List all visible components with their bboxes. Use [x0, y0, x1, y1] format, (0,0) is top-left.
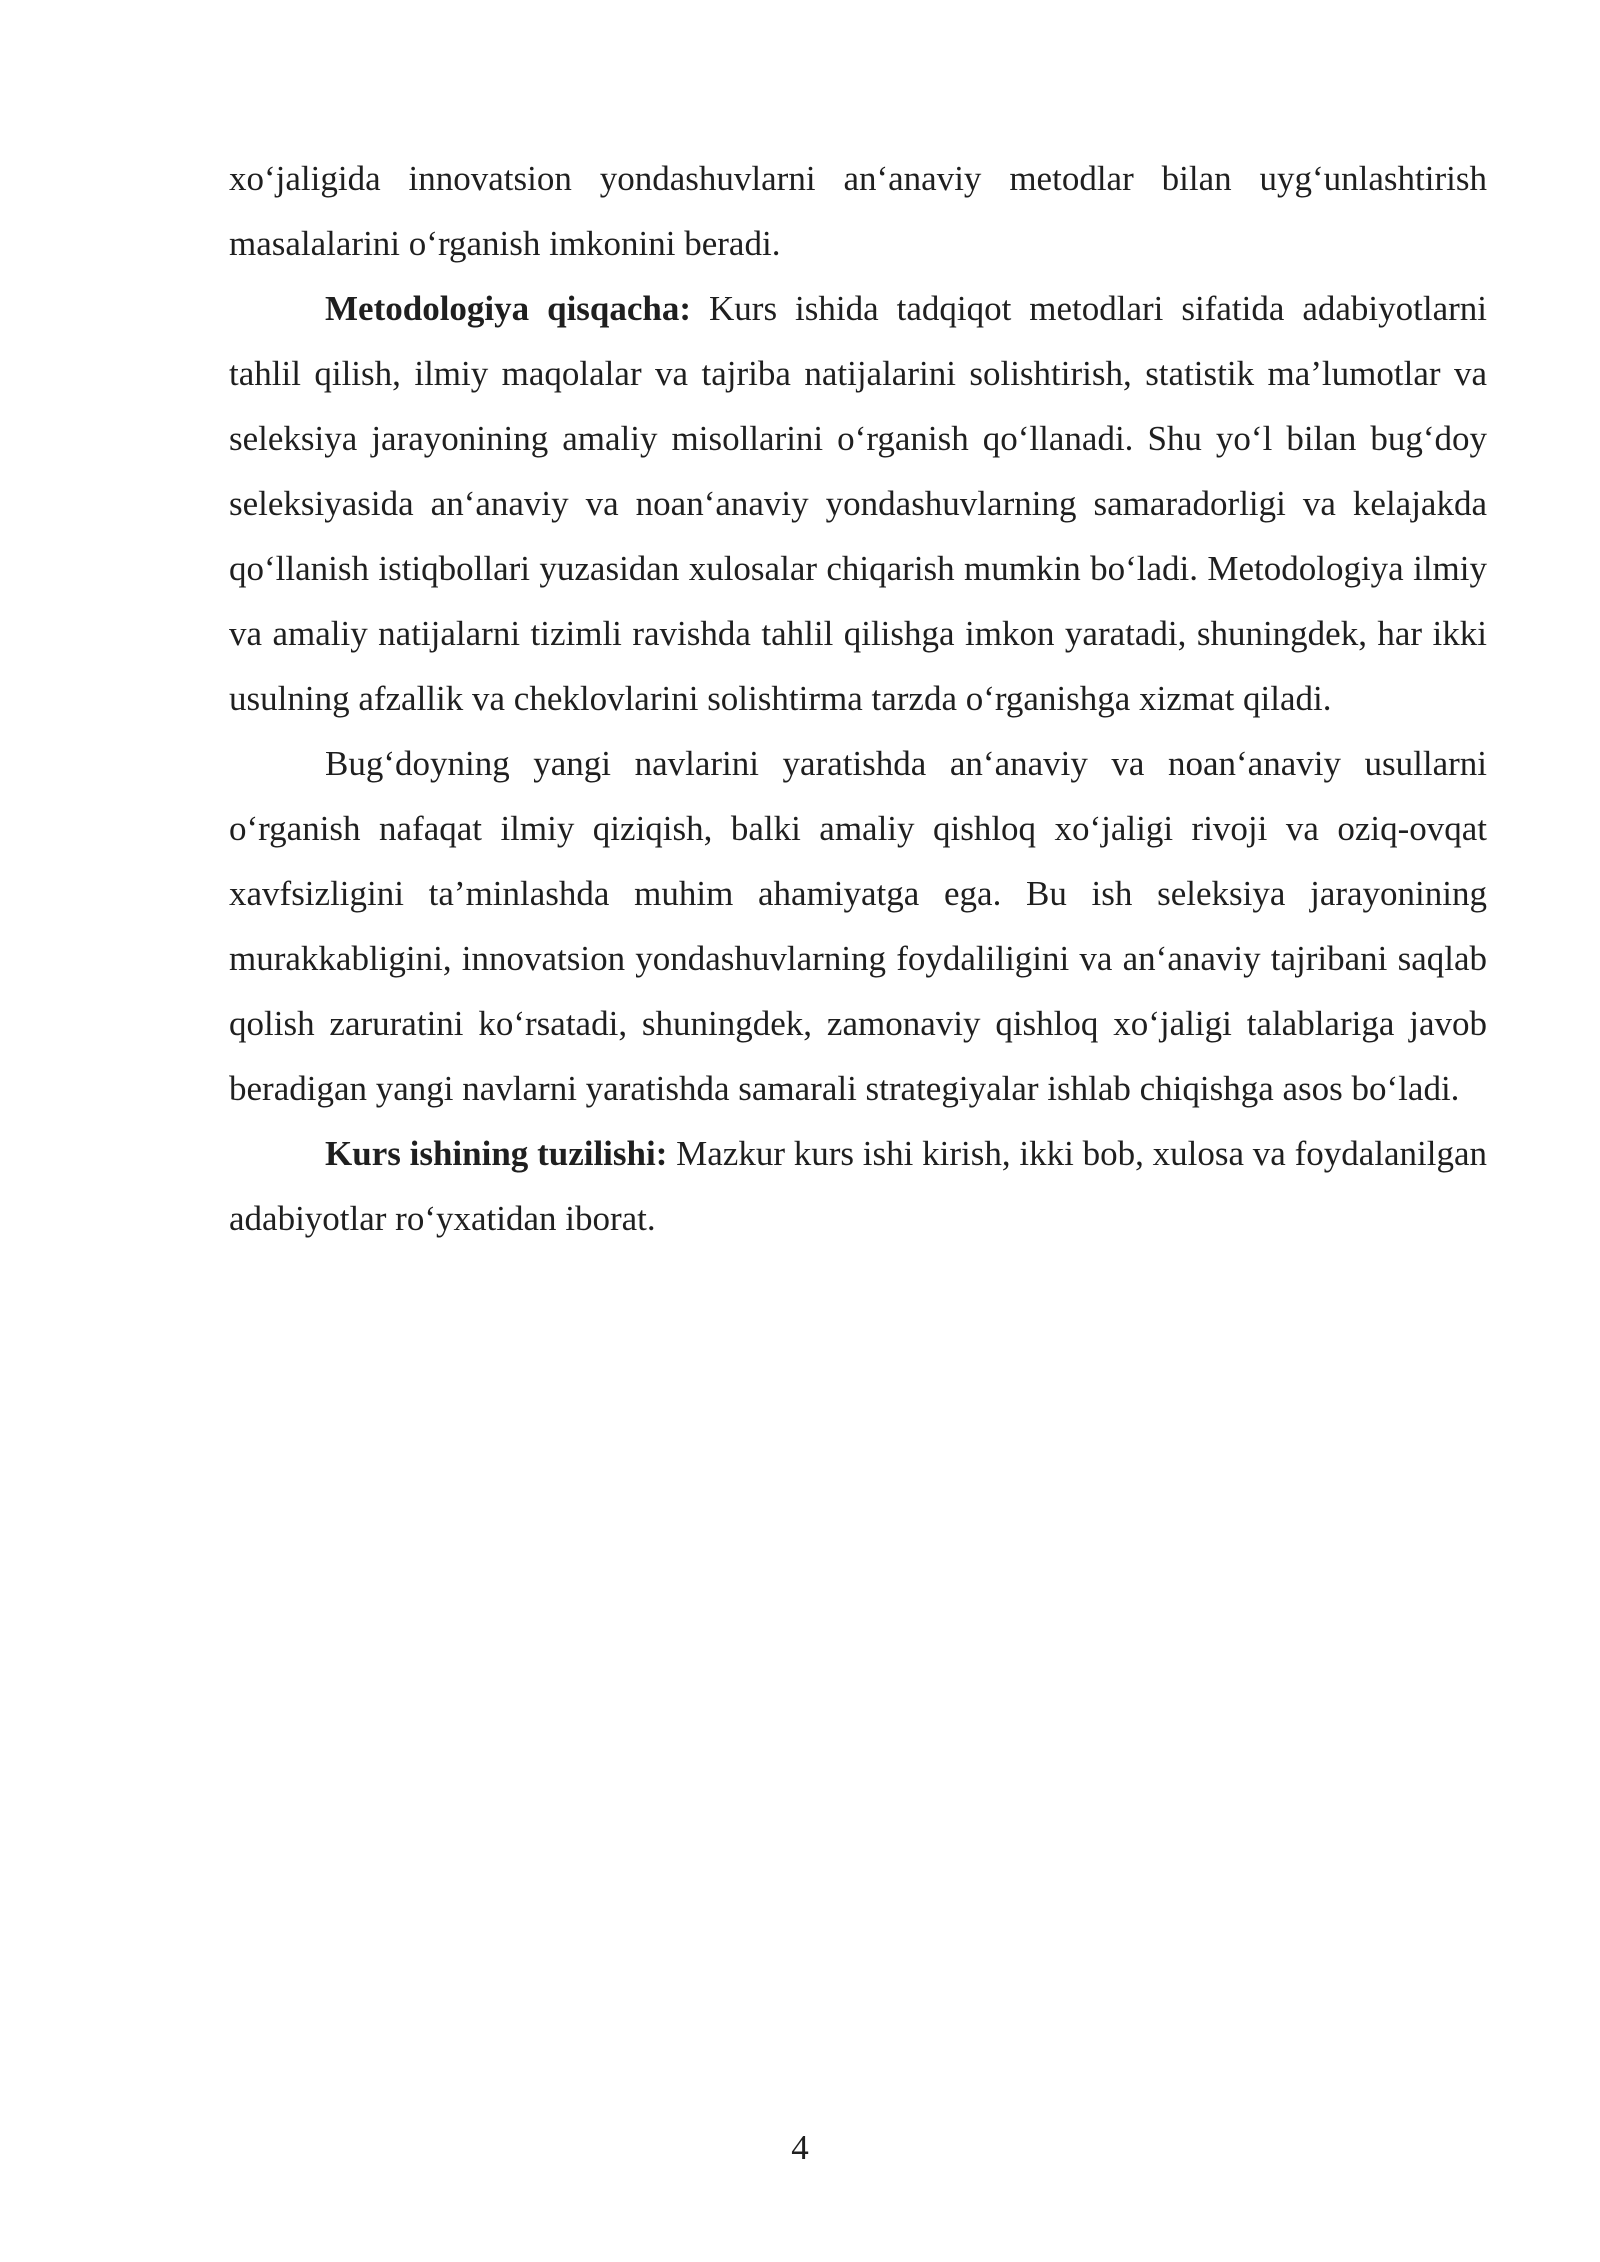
paragraph-text: xo‘jaligida innovatsion yondashuvlarni an‘anaviy metodlar bilan uyg‘unlashtirish masalalarini o‘rganish imkonini beradi. — [229, 159, 1487, 263]
paragraph-structure — [229, 1121, 1487, 1251]
paragraph-continuation — [229, 146, 1487, 276]
paragraph-lead-methodology: Metodologiya qisqacha: — [325, 289, 692, 328]
paragraph-text: Mazkur kurs ishi kirish, ikki bob, xulosa va foydalanilgan adabiyotlar ro‘yxatidan iborat. — [229, 1134, 1487, 1238]
paragraph-methodology — [229, 276, 1487, 731]
paragraph-significance — [229, 731, 1487, 1121]
paragraph-text: Kurs ishida tadqiqot metodlari sifatida adabiyotlarni tahlil qilish, ilmiy maqolalar va tajriba natijalarini solishtirish, statistik ma’lumotlar va seleksiya jarayonining amaliy misollarini o‘rganish qo‘llanadi. Shu yo‘l bilan bug‘doy seleksiyasida an‘anaviy va noan‘anaviy yondashuvlarning samaradorligi va kelajakda qo‘llanish istiqbollari yuzasidan xulosalar chiqarish mumkin bo‘ladi. Metodologiya ilmiy va amaliy natijalarni tizimli ravishda tahlil qilishga imkon yaratadi, shuningdek, har ikki usulning afzallik va cheklovlarini solishtirma tarzda o‘rganishga xizmat qiladi. — [229, 289, 1487, 718]
body-text — [229, 146, 1487, 1251]
paragraph-text: Bug‘doyning yangi navlarini yaratishda an‘anaviy va noan‘anaviy usullarni o‘rganish nafaqat ilmiy qiziqish, balki amaliy qishloq xo‘jaligi rivoji va oziq-ovqat xavfsizligini ta’minlashda muhim ahamiyatga ega. Bu ish seleksiya jarayonining murakkabligini, innovatsion yondashuvlarning foydaliligini va an‘anaviy tajribani saqlab qolish zaruratini ko‘rsatadi, shuningdek, zamonaviy qishloq xo‘jaligi talablariga javob beradigan yangi navlarni yaratishda samarali strategiyalar ishlab chiqishga asos bo‘ladi. — [229, 744, 1487, 1108]
page-number: 4 — [791, 2128, 809, 2167]
paragraph-lead-structure: Kurs ishining tuzilishi: — [325, 1134, 668, 1173]
